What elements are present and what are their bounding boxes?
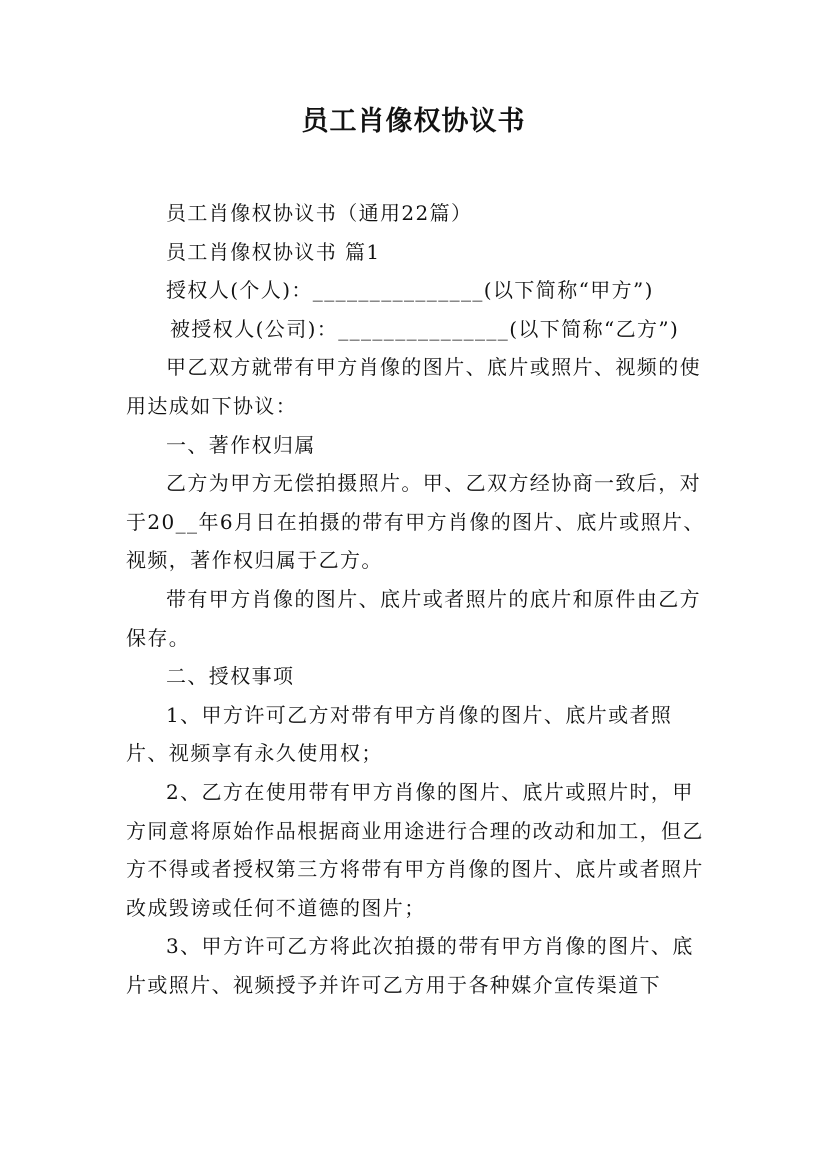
paragraph-agreement-intro: 甲乙双方就带有甲方肖像的图片、底片或照片、视频的使用达成如下协议： — [126, 355, 701, 418]
paragraph-copyright-terms: 乙方为甲方无偿拍摄照片。甲、乙双方经协商一致后，对于20__年6月日在拍摄的带有甲方肖像的图片、底片或照片、视频，著作权归属于乙方。 — [126, 471, 705, 573]
paragraph-heading-authorization: 二、授权事项 — [166, 664, 295, 689]
document-body — [126, 194, 706, 1004]
paragraph-item-1: 1、甲方许可乙方对带有甲方肖像的图片、底片或者照片、视频享有永久使用权； — [126, 702, 673, 766]
paragraph-section-heading: 员工肖像权协议书 篇1 — [166, 239, 381, 264]
paragraph-storage: 带有甲方肖像的图片、底片或者照片的底片和原件由乙方保存。 — [126, 586, 701, 650]
paragraph-item-2: 2、乙方在使用带有甲方肖像的图片、底片或照片时，甲方同意将原始作品根据商业用途进行合理的改动和加工，但乙方不得或者授权第三方将带有甲方肖像的图片、底片或者照片改成毁谤或任何不道德的图片； — [126, 779, 704, 920]
paragraph-item-3: 3、甲方许可乙方将此次拍摄的带有甲方肖像的图片、底片或照片、视频授予并许可乙方用于各种媒介宣传渠道下 — [126, 934, 694, 997]
paragraph-authorized-party: 被授权人(公司)：_______________(以下简称“乙方”) — [170, 316, 680, 341]
paragraph-authorizer: 授权人(个人)：_______________(以下简称“甲方”) — [166, 278, 654, 303]
paragraph-subtitle: 员工肖像权协议书（通用22篇） — [166, 201, 473, 225]
paragraph-heading-copyright: 一、著作权归属 — [166, 432, 316, 457]
document-title: 员工肖像权协议书 — [301, 106, 526, 137]
